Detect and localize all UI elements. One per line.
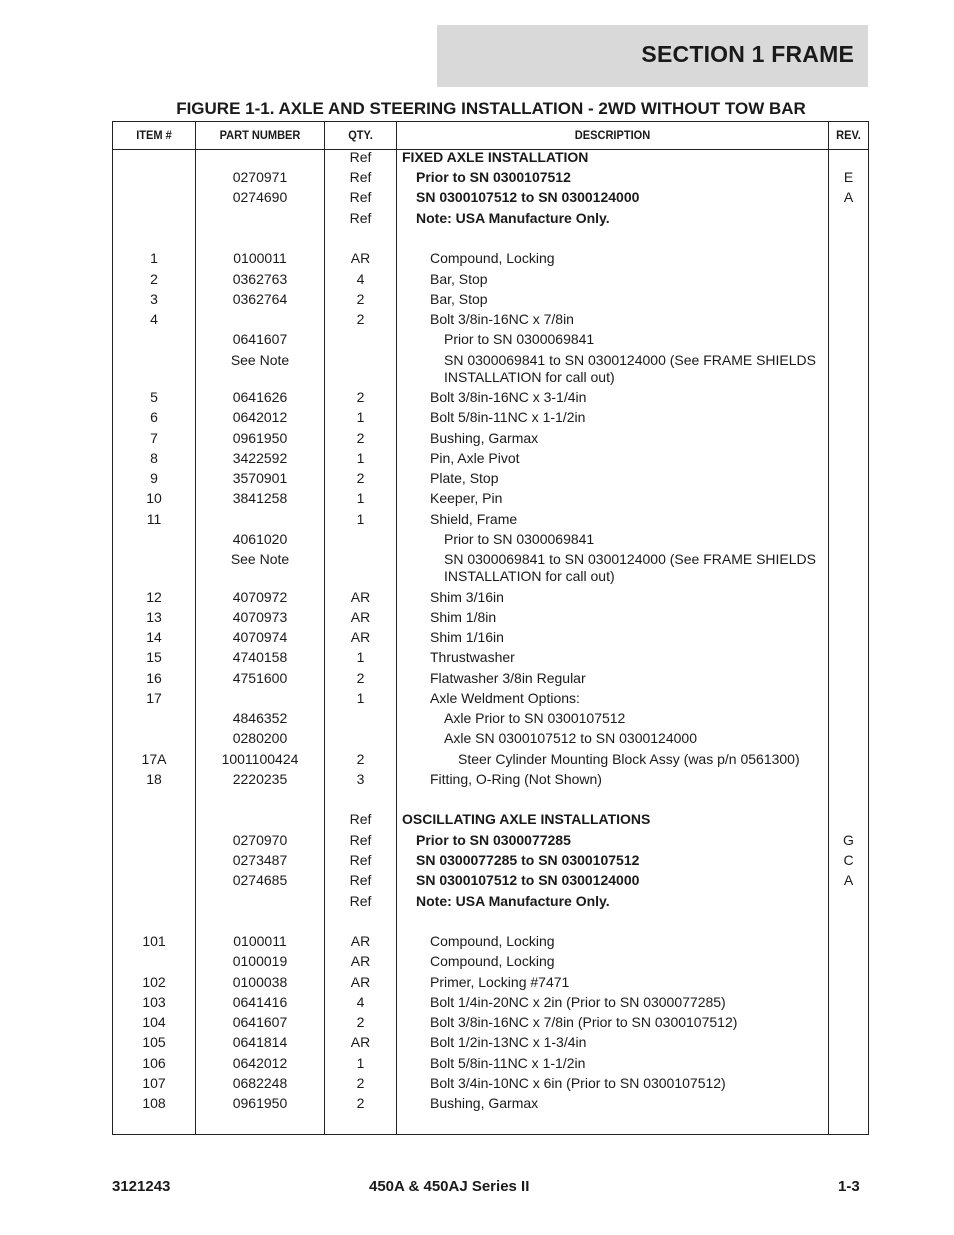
column-header-part-number: PART NUMBER (219, 128, 301, 142)
part-number: 0100011 (233, 250, 287, 266)
part-number: 0274685 (232, 872, 288, 888)
description: Flatwasher 3/8in Regular (430, 670, 586, 686)
description: Shim 1/8in (430, 609, 497, 625)
description: Thrustwasher (430, 649, 515, 665)
part-number: 0961950 (232, 430, 288, 446)
description: SN 0300107512 to SN 0300124000 (416, 872, 640, 888)
quantity: Ref (349, 149, 372, 165)
quantity: AR (350, 1034, 371, 1050)
quantity: AR (350, 953, 371, 969)
item-number: 17A (141, 751, 167, 767)
part-number: 2220235 (232, 771, 288, 787)
description: Bolt 3/8in-16NC x 3-1/4in (430, 389, 587, 405)
description: Fitting, O-Ring (Not Shown) (430, 771, 602, 787)
column-header-rev: REV. (836, 128, 861, 142)
item-number: 2 (150, 271, 158, 287)
item-number: 15 (146, 649, 162, 665)
quantity: 1 (356, 511, 365, 527)
quantity: 1 (356, 1055, 365, 1071)
section-title: SECTION 1 FRAME (641, 41, 854, 67)
description: Plate, Stop (430, 470, 499, 486)
quantity: 2 (356, 1095, 365, 1111)
part-number: 0100038 (232, 974, 288, 990)
quantity: AR (350, 609, 371, 625)
item-number: 17 (146, 690, 162, 706)
description: Compound, Locking (430, 953, 555, 969)
revision: G (843, 832, 854, 848)
item-number: 3 (150, 291, 158, 307)
quantity: 2 (356, 311, 365, 327)
quantity: Ref (349, 872, 372, 888)
quantity: Ref (349, 893, 372, 909)
footer-doc-number: 3121243 (112, 1178, 171, 1195)
quantity: 1 (356, 649, 365, 665)
part-number: 0641814 (232, 1034, 288, 1050)
part-number: 4070974 (232, 629, 288, 645)
section-banner (437, 25, 868, 87)
column-header-item: ITEM # (136, 128, 172, 142)
part-number: 0280200 (232, 730, 288, 746)
item-number: 1 (150, 250, 158, 266)
part-number: 0270970 (232, 832, 288, 848)
description: Bushing, Garmax (430, 430, 539, 446)
description: Bolt 3/8in-16NC x 7/8in (430, 311, 574, 327)
part-number: 0641607 (232, 1014, 288, 1030)
item-number: 16 (146, 670, 162, 686)
part-number: See Note (230, 551, 290, 567)
item-number: 14 (146, 629, 162, 645)
quantity: AR (350, 629, 371, 645)
quantity: 2 (356, 470, 365, 486)
item-number: 4 (150, 311, 158, 327)
footer-model: 450A & 450AJ Series II (369, 1178, 530, 1195)
description: Shim 1/16in (430, 629, 504, 645)
quantity: 1 (356, 690, 365, 706)
description: Bar, Stop (430, 291, 488, 307)
description: Shim 3/16in (430, 589, 504, 605)
quantity: AR (350, 974, 371, 990)
part-number: 3422592 (232, 450, 288, 466)
item-number: 10 (146, 490, 162, 506)
item-number: 11 (146, 511, 162, 527)
part-number: 4846352 (232, 710, 288, 726)
description: Bolt 1/4in-20NC x 2in (Prior to SN 0300077285) (430, 994, 726, 1010)
part-number: 0641416 (232, 994, 288, 1010)
quantity: Ref (349, 210, 372, 226)
part-number: 0641626 (232, 389, 288, 405)
table-header (113, 122, 868, 150)
description: Axle Prior to SN 0300107512 (444, 710, 626, 726)
description: Compound, Locking (430, 250, 555, 266)
item-number: 13 (146, 609, 162, 625)
description: SN 0300107512 to SN 0300124000 (416, 189, 640, 205)
item-number: 101 (142, 933, 166, 949)
quantity: Ref (349, 832, 372, 848)
item-number: 106 (142, 1055, 166, 1071)
part-number: 0961950 (232, 1095, 288, 1111)
footer-page-number: 1-3 (838, 1178, 860, 1195)
description: Bolt 5/8in-11NC x 1-1/2in (430, 409, 586, 425)
description: Bolt 5/8in-11NC x 1-1/2in (430, 1055, 586, 1071)
part-number: See Note (230, 352, 290, 368)
description: OSCILLATING AXLE INSTALLATIONS (402, 811, 651, 827)
quantity: Ref (349, 169, 372, 185)
quantity: 1 (356, 450, 365, 466)
part-number: 3570901 (232, 470, 288, 486)
description: Prior to SN 0300077285 (416, 832, 571, 848)
description: Bolt 3/8in-16NC x 7/8in (Prior to SN 0300107512) (430, 1014, 738, 1030)
quantity: 1 (356, 490, 365, 506)
quantity: 2 (356, 1014, 365, 1030)
item-number: 9 (150, 470, 158, 486)
quantity: 2 (356, 389, 365, 405)
description: Axle Weldment Options: (430, 690, 580, 706)
part-number: 0642012 (232, 1055, 288, 1071)
part-number: 0274690 (232, 189, 288, 205)
description: Steer Cylinder Mounting Block Assy (was p/n 0561300) (458, 751, 800, 767)
item-number: 108 (142, 1095, 166, 1111)
description: Note: USA Manufacture Only. (416, 893, 610, 909)
item-number: 8 (150, 450, 158, 466)
quantity: Ref (349, 852, 372, 868)
part-number: 0641607 (232, 331, 288, 347)
part-number: 0682248 (232, 1075, 288, 1091)
description: FIXED AXLE INSTALLATION (402, 149, 589, 165)
description: Note: USA Manufacture Only. (416, 210, 610, 226)
part-number: 0362763 (232, 271, 288, 287)
part-number: 0642012 (232, 409, 288, 425)
item-number: 103 (142, 994, 166, 1010)
item-number: 12 (146, 589, 162, 605)
description: Keeper, Pin (430, 490, 503, 506)
part-number: 4751600 (232, 670, 288, 686)
quantity: 2 (356, 670, 365, 686)
item-number: 7 (150, 430, 158, 446)
description: SN 0300077285 to SN 0300107512 (416, 852, 640, 868)
part-number: 0100011 (233, 933, 287, 949)
description: Bolt 3/4in-10NC x 6in (Prior to SN 0300107512) (430, 1075, 726, 1091)
description: Bushing, Garmax (430, 1095, 539, 1111)
part-number: 3841258 (232, 490, 288, 506)
description: Prior to SN 0300069841 (444, 331, 595, 347)
column-divider (828, 122, 829, 1134)
description: SN 0300069841 to SN 0300124000 (See FRAME SHIELDS INSTALLATION for call out) (444, 551, 817, 584)
revision: A (843, 189, 854, 205)
quantity: 4 (356, 271, 365, 287)
description: Bar, Stop (430, 271, 488, 287)
quantity: Ref (349, 189, 372, 205)
description: Prior to SN 0300107512 (416, 169, 571, 185)
description: Primer, Locking #7471 (430, 974, 570, 990)
quantity: 1 (356, 409, 365, 425)
part-number: 0270971 (232, 169, 288, 185)
revision: E (843, 169, 854, 185)
quantity: 2 (356, 430, 365, 446)
quantity: Ref (349, 811, 372, 827)
column-header-description: DESCRIPTION (574, 128, 651, 142)
item-number: 104 (142, 1014, 166, 1030)
description: Axle SN 0300107512 to SN 0300124000 (444, 730, 697, 746)
part-number: 0362764 (232, 291, 288, 307)
quantity: AR (350, 589, 371, 605)
item-number: 107 (142, 1075, 166, 1091)
description: Shield, Frame (430, 511, 518, 527)
item-number: 102 (142, 974, 166, 990)
part-number: 1001100424 (221, 751, 299, 767)
quantity: 4 (356, 994, 365, 1010)
item-number: 18 (146, 771, 162, 787)
item-number: 6 (150, 409, 158, 425)
parts-table (112, 121, 869, 1135)
quantity: AR (350, 933, 371, 949)
part-number: 4061020 (232, 531, 288, 547)
figure-title: FIGURE 1-1. AXLE AND STEERING INSTALLATION - 2WD WITHOUT TOW BAR (176, 99, 806, 118)
description: SN 0300069841 to SN 0300124000 (See FRAME SHIELDS INSTALLATION for call out) (444, 352, 817, 385)
part-number: 0273487 (232, 852, 288, 868)
part-number: 4070972 (232, 589, 288, 605)
description: Bolt 1/2in-13NC x 1-3/4in (430, 1034, 587, 1050)
part-number: 4740158 (232, 649, 288, 665)
quantity: AR (350, 250, 371, 266)
description: Pin, Axle Pivot (430, 450, 520, 466)
revision: C (843, 852, 854, 868)
description: Prior to SN 0300069841 (444, 531, 595, 547)
part-number: 4070973 (232, 609, 288, 625)
quantity: 2 (356, 1075, 365, 1091)
item-number: 5 (150, 389, 158, 405)
item-number: 105 (142, 1034, 166, 1050)
column-header-qty: QTY. (348, 128, 373, 142)
quantity: 2 (356, 751, 365, 767)
revision: A (843, 872, 854, 888)
quantity: 3 (356, 771, 365, 787)
quantity: 2 (356, 291, 365, 307)
description: Compound, Locking (430, 933, 555, 949)
part-number: 0100019 (232, 953, 288, 969)
